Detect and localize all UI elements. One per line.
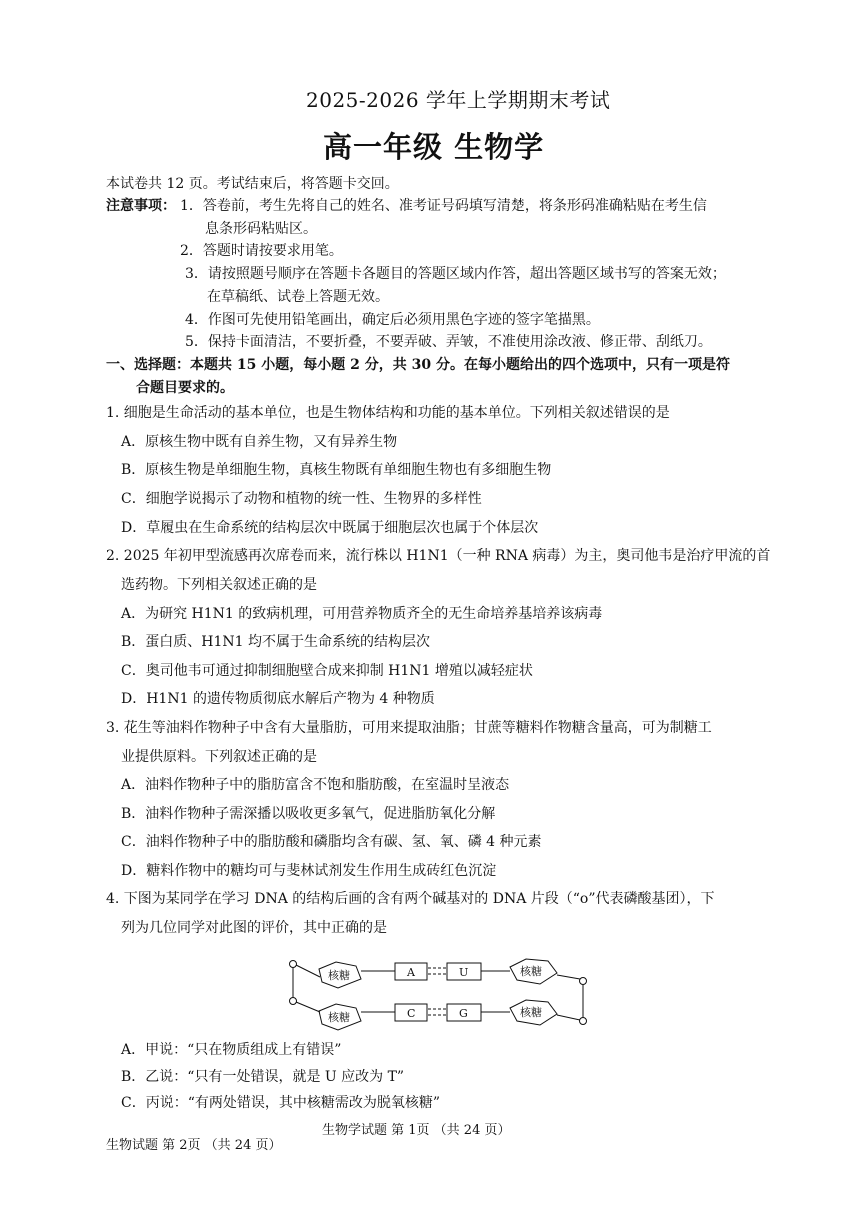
phosphate-circle bbox=[290, 961, 297, 968]
question-3-stem: 3. 花生等油料作物种子中含有大量脂肪，可用来提取油脂；甘蔗等糖料作物糖含量高，可为制糖工 bbox=[106, 720, 712, 736]
question-1-option-d: D．草履虫在生命系统的结构层次中既属于细胞层次也属于个体层次 bbox=[121, 520, 539, 536]
phosphate-circle bbox=[290, 998, 297, 1005]
backbone-bond bbox=[557, 975, 580, 979]
notice-item-4: 4．作图可先使用铅笔画出，确定后必须用黑色字迹的签字笔描黑。 bbox=[185, 312, 600, 328]
question-3-option-c: C．油料作物种子中的脂肪酸和磷脂均含有碳、氢、氧、磷 4 种元素 bbox=[121, 834, 542, 850]
section-heading: 一、选择题：本题共 15 小题，每小题 2 分，共 30 分。在每小题给出的四个选项中，只有一项是符 bbox=[106, 357, 730, 373]
backbone-bond bbox=[296, 965, 320, 977]
question-3-option-b: B．油料作物种子需深播以吸收更多氧气，促进脂肪氧化分解 bbox=[121, 806, 496, 822]
question-1-option-a: A．原核生物中既有自养生物，又有异养生物 bbox=[121, 434, 398, 450]
backbone-bond bbox=[557, 1015, 580, 1020]
question-4-option-c: C．丙说：“有两处错误，其中核糖需改为脱氧核糖” bbox=[121, 1095, 441, 1111]
question-3-option-a: A．油料作物种子中的脂肪富含不饱和脂肪酸，在室温时呈液态 bbox=[121, 777, 510, 793]
notice-item-2: 2．答题时请按要求用笔。 bbox=[180, 243, 343, 259]
question-4-option-b: B．乙说：“只有一处错误，就是 U 应改为 T” bbox=[121, 1069, 405, 1085]
question-3-stem-cont: 业提供原料。下列叙述正确的是 bbox=[121, 749, 317, 765]
exam-title: 2025-2026 学年上学期期末考试 bbox=[306, 88, 611, 112]
question-2-option-c: C．奥司他韦可通过抑制细胞壁合成来抑制 H1N1 增殖以减轻症状 bbox=[121, 663, 533, 679]
subject-title: 高一年级 生物学 bbox=[323, 130, 545, 164]
phosphate-circle bbox=[580, 1018, 587, 1025]
section-heading-cont: 合题目要求的。 bbox=[136, 380, 234, 396]
question-2-option-b: B．蛋白质、H1N1 均不属于生命系统的结构层次 bbox=[121, 634, 431, 650]
page-footer-left: 生物试题 第 2页 （共 24 页） bbox=[106, 1138, 282, 1153]
sugar-label: 核糖 bbox=[328, 1011, 350, 1024]
backbone-bond bbox=[296, 1002, 320, 1012]
base-label-a: A bbox=[407, 966, 415, 979]
notice-label: 注意事项： bbox=[106, 198, 176, 214]
dna-fragment-diagram bbox=[286, 953, 596, 1035]
sugar-label: 核糖 bbox=[520, 965, 542, 978]
sugar-label: 核糖 bbox=[328, 969, 350, 982]
base-label-c: C bbox=[407, 1007, 416, 1020]
question-1-option-b: B．原核生物是单细胞生物，真核生物既有单细胞生物也有多细胞生物 bbox=[121, 462, 552, 478]
question-4-option-a: A．甲说：“只在物质组成上有错误” bbox=[121, 1042, 342, 1058]
question-4-stem: 4. 下图为某同学在学习 DNA 的结构后画的含有两个碱基对的 DNA 片段（“o”代表磷酸基团），下 bbox=[106, 891, 715, 907]
page-footer-center: 生物学试题 第 1页 （共 24 页） bbox=[322, 1123, 511, 1138]
question-2-option-a: A．为研究 H1N1 的致病机理，可用营养物质齐全的无生命培养基培养该病毒 bbox=[121, 606, 603, 622]
notice-item-3: 3．请按照题号顺序在答题卡各题目的答题区域内作答，超出答题区域书写的答案无效； bbox=[185, 266, 726, 282]
notice-item-1: 1．答卷前，考生先将自己的姓名、准考证号码填写清楚，将条形码准确粘贴在考生信 bbox=[180, 198, 707, 214]
notice-item-1-cont: 息条形码粘贴区。 bbox=[205, 221, 317, 237]
question-1-stem: 1. 细胞是生命活动的基本单位，也是生物体结构和功能的基本单位。下列相关叙述错误的是 bbox=[106, 405, 670, 421]
sugar-label: 核糖 bbox=[520, 1006, 542, 1019]
notice-item-5: 5．保持卡面清洁，不要折叠，不要弄破、弄皱，不准使用涂改液、修正带、刮纸刀。 bbox=[185, 334, 712, 350]
question-2-stem-cont: 选药物。下列相关叙述正确的是 bbox=[121, 577, 317, 593]
question-1-option-c: C．细胞学说揭示了动物和植物的统一性、生物界的多样性 bbox=[121, 491, 482, 507]
base-label-g: G bbox=[459, 1007, 468, 1020]
question-3-option-d: D．糖料作物中的糖均可与斐林试剂发生作用生成砖红色沉淀 bbox=[121, 863, 497, 879]
notice-item-3-cont: 在草稿纸、试卷上答题无效。 bbox=[207, 289, 389, 305]
question-2-stem: 2. 2025 年初甲型流感再次席卷而来，流行株以 H1N1（一种 RNA 病毒）为主，奥司他韦是治疗甲流的首 bbox=[106, 548, 771, 564]
phosphate-circle bbox=[580, 978, 587, 985]
base-label-u: U bbox=[459, 966, 469, 979]
question-2-option-d: D．H1N1 的遗传物质彻底水解后产物为 4 种物质 bbox=[121, 691, 435, 707]
intro-text: 本试卷共 12 页。考试结束后，将答题卡交回。 bbox=[106, 176, 399, 192]
question-4-stem-cont: 列为几位同学对此图的评价，其中正确的是 bbox=[121, 920, 387, 936]
